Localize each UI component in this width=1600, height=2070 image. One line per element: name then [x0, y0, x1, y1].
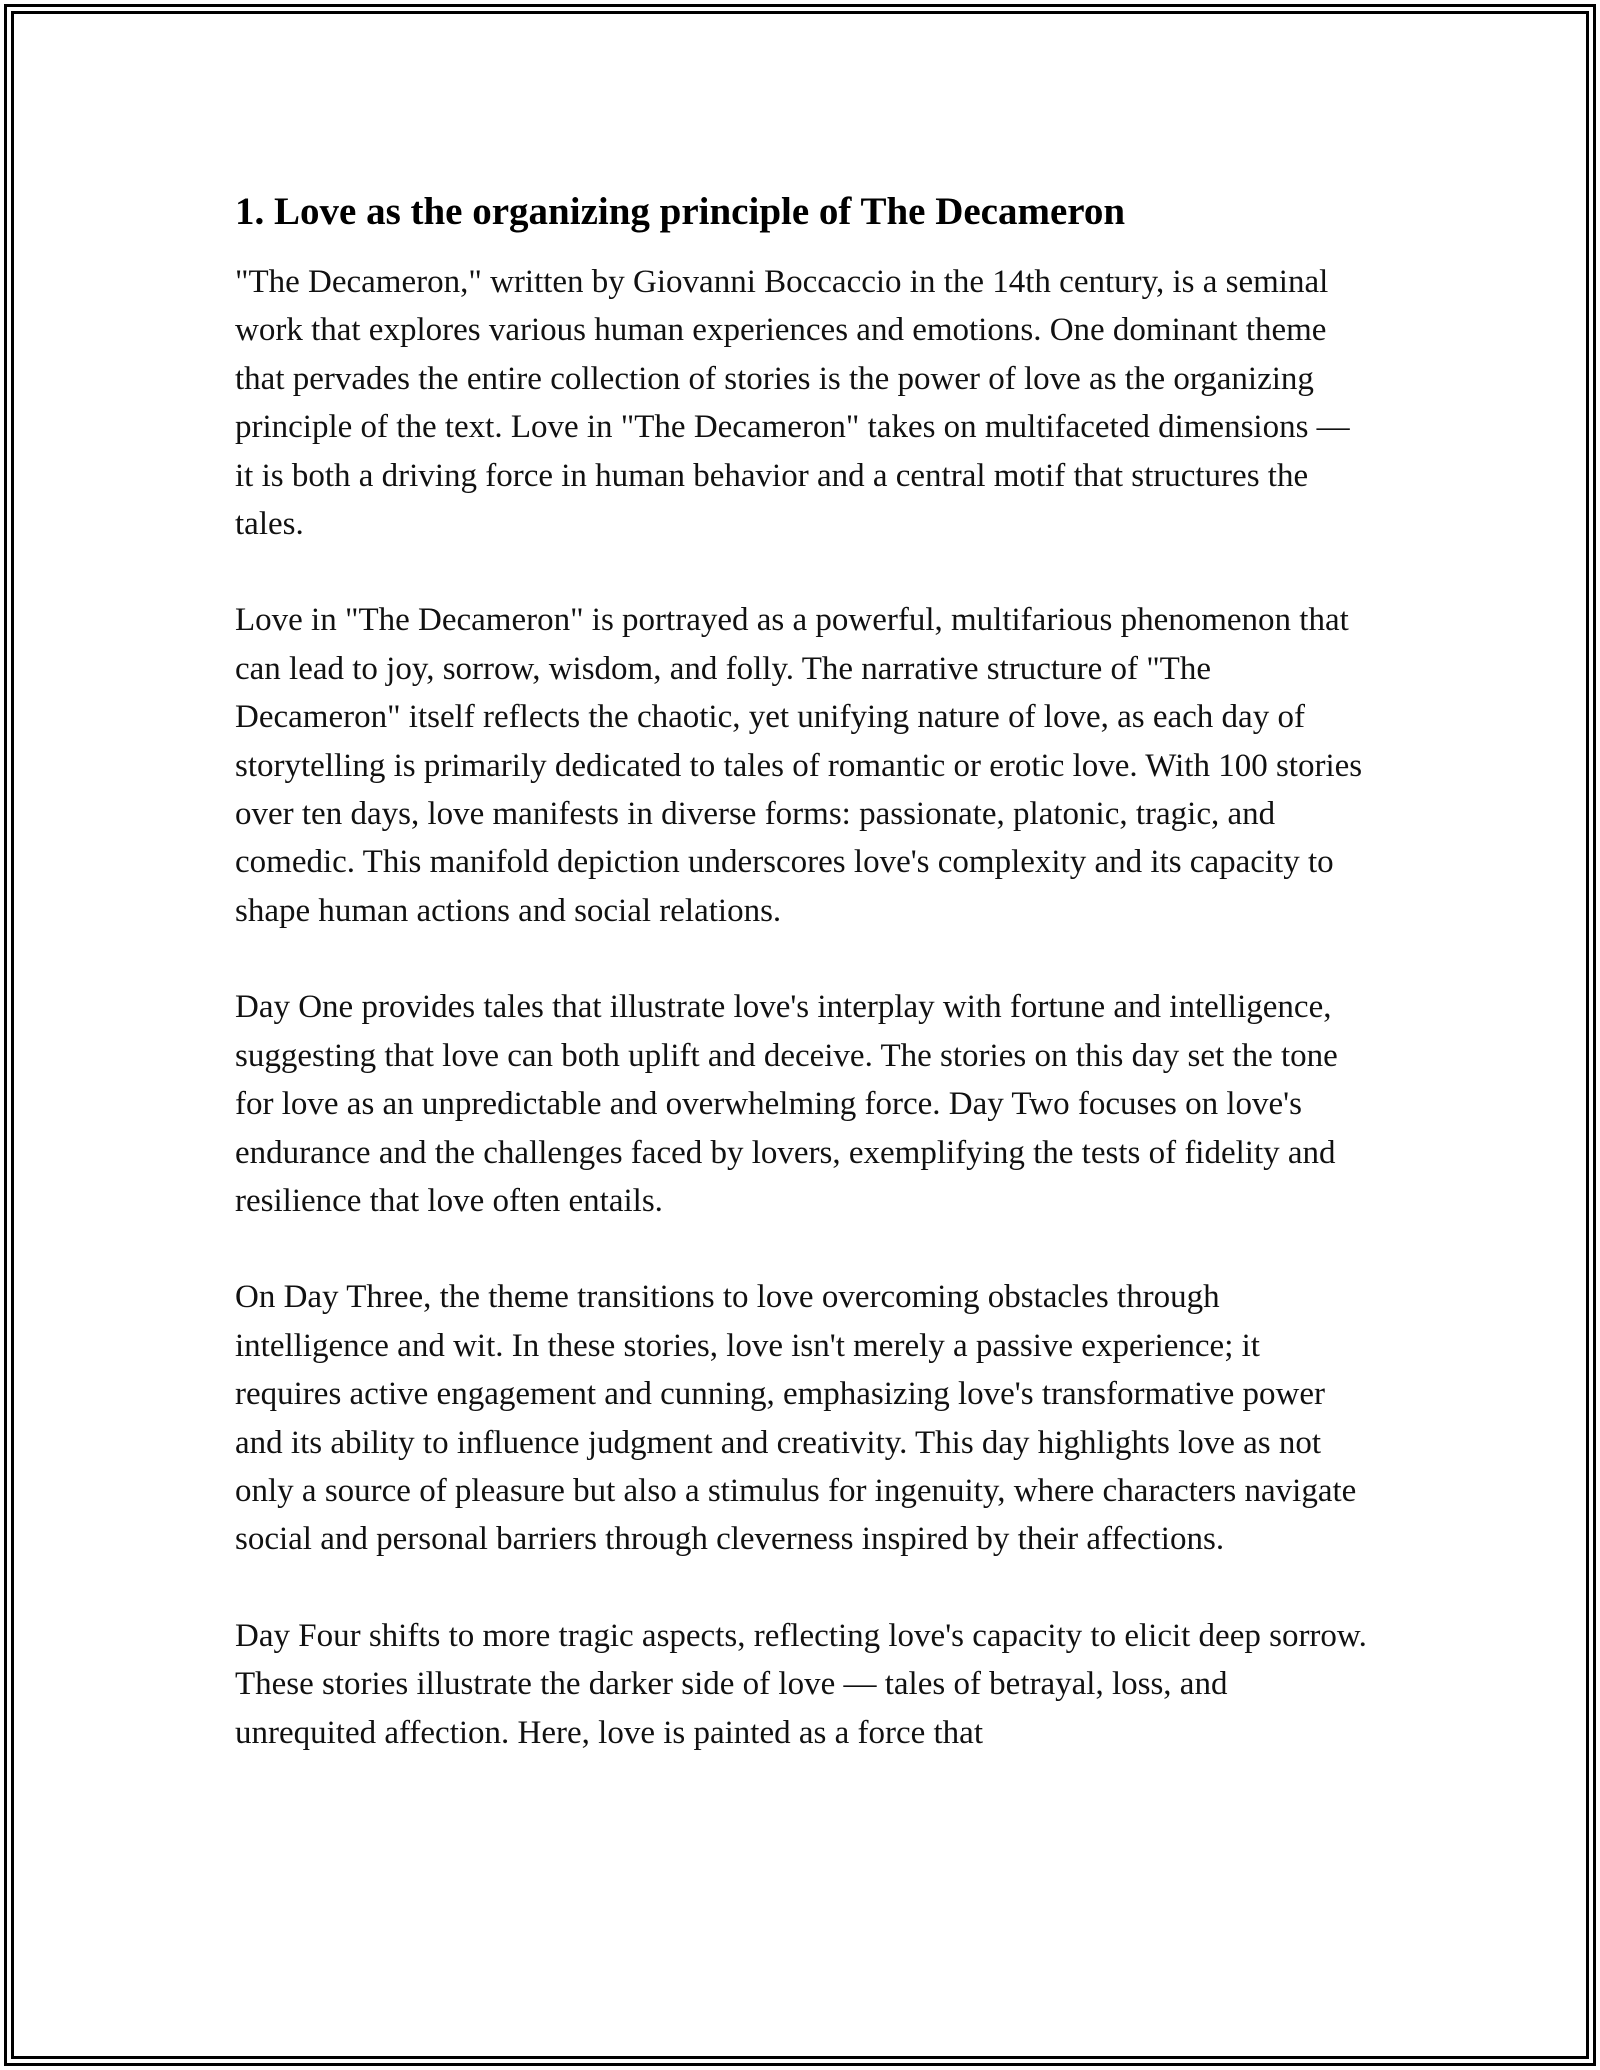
paragraph-days-one-two: Day One provides tales that illustrate love's interplay with fortune and intelligence, suggesting that love can both uplift and deceive. The stories on this day set the tone for love as an unpredictable and overwhelming force. Day Two focuses on love's endurance and the challenges faced by lovers, exemplifying the tests of fidelity and resilience that love often entails.: [235, 989, 1338, 1219]
paragraph-day-four: Day Four shifts to more tragic aspects, reflecting love's capacity to elicit deep sorrow. These stories illustrate the darker side of love — tales of betrayal, loss, and unrequited affection. Here, love is painted as a force that: [235, 1617, 1367, 1751]
section-heading: 1. Love as the organizing principle of The Decameron: [235, 190, 1126, 233]
paragraph-day-three: On Day Three, the theme transitions to love overcoming obstacles through intelligence and wit. In these stories, love isn't merely a passive experience; it requires active engagement and cunning, emphasizing love's transformative power and its ability to influence judgment and creativity. This day highlights love as not only a source of pleasure but also a stimulus for ingenuity, where characters navigate social and personal barriers through cleverness inspired by their affections.: [235, 1279, 1357, 1558]
paragraph-portrayal: Love in "The Decameron" is portrayed as a powerful, multifarious phenomenon that can lead to joy, sorrow, wisdom, and folly. The narrative structure of "The Decameron" itself reflects the chaotic, yet unifying nature of love, as each day of storytelling is primarily dedicated to tales of romantic or erotic love. With 100 stories over ten days, love manifests in diverse forms: passionate, platonic, tragic, and comedic. This manifold depiction underscores love's complexity and its capacity to shape human actions and social relations.: [235, 602, 1363, 929]
document-body: [235, 186, 1370, 1805]
paragraph-intro: "The Decameron," written by Giovanni Boccaccio in the 14th century, is a seminal work that explores various human experiences and emotions. One dominant theme that pervades the entire collection of stories is the power of love as the organizing principle of the text. Love in "The Decameron" takes on multifaceted dimensions — it is both a driving force in human behavior and a central motif that structures the tales.: [235, 264, 1350, 543]
